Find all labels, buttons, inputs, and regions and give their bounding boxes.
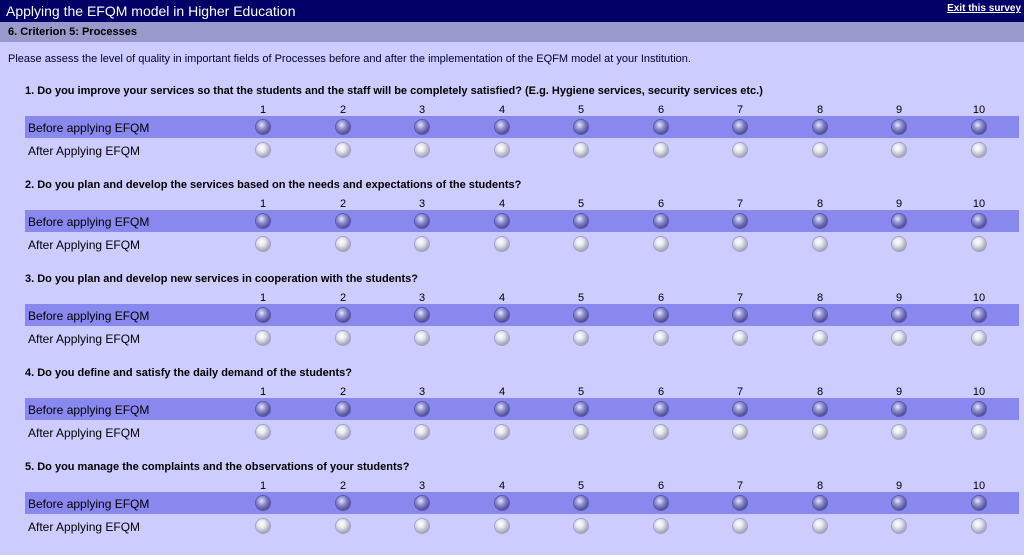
rating-radio[interactable] — [336, 496, 350, 510]
scale-label: 2 — [339, 104, 347, 116]
rating-radio[interactable] — [972, 120, 986, 134]
rating-radio[interactable] — [415, 237, 429, 251]
scale-label: 9 — [895, 480, 903, 492]
scale-label: 8 — [816, 198, 824, 210]
rating-row-after — [25, 421, 1019, 443]
rating-radio[interactable] — [654, 331, 668, 345]
rating-radio[interactable] — [256, 496, 270, 510]
rating-radio[interactable] — [256, 331, 270, 345]
rating-radio[interactable] — [733, 331, 747, 345]
rating-radio[interactable] — [256, 425, 270, 439]
rating-radio[interactable] — [813, 214, 827, 228]
scale-label: 1 — [259, 386, 267, 398]
rating-radio[interactable] — [415, 120, 429, 134]
rating-radio[interactable] — [415, 331, 429, 345]
rating-radio[interactable] — [733, 496, 747, 510]
scale-label: 7 — [736, 198, 744, 210]
scale-label: 4 — [498, 480, 506, 492]
rating-radio[interactable] — [574, 143, 588, 157]
scale-label: 7 — [736, 104, 744, 116]
rating-row-before — [25, 304, 1019, 326]
rating-radio[interactable] — [892, 331, 906, 345]
scale-label: 2 — [339, 386, 347, 398]
rating-radio[interactable] — [256, 308, 270, 322]
question-text: 3. Do you plan and develop new services in cooperation with the students? — [25, 273, 419, 285]
rating-radio[interactable] — [574, 120, 588, 134]
scale-label: 5 — [577, 104, 585, 116]
rating-radio[interactable] — [813, 308, 827, 322]
rating-row-before — [25, 210, 1019, 232]
rating-radio[interactable] — [972, 425, 986, 439]
rating-radio[interactable] — [415, 143, 429, 157]
question-text: 4. Do you define and satisfy the daily demand of the students? — [25, 367, 352, 379]
scale-label: 8 — [816, 480, 824, 492]
rating-radio[interactable] — [972, 331, 986, 345]
scale-label: 6 — [657, 386, 665, 398]
scale-label: 1 — [259, 198, 267, 210]
row-label: After Applying EFQM — [28, 332, 141, 346]
rating-radio[interactable] — [654, 519, 668, 533]
rating-radio[interactable] — [336, 331, 350, 345]
rating-radio[interactable] — [256, 402, 270, 416]
rating-radio[interactable] — [256, 143, 270, 157]
rating-radio[interactable] — [733, 237, 747, 251]
rating-radio[interactable] — [415, 519, 429, 533]
rating-radio[interactable] — [972, 214, 986, 228]
scale-label: 6 — [657, 480, 665, 492]
row-label: After Applying EFQM — [28, 520, 141, 534]
scale-label: 10 — [972, 104, 986, 116]
rating-radio[interactable] — [654, 143, 668, 157]
rating-row-before — [25, 492, 1019, 514]
rating-row-after — [25, 515, 1019, 537]
rating-radio[interactable] — [892, 214, 906, 228]
rating-radio[interactable] — [495, 143, 509, 157]
scale-label: 9 — [895, 104, 903, 116]
scale-label: 6 — [657, 292, 665, 304]
rating-radio[interactable] — [654, 496, 668, 510]
scale-label: 2 — [339, 292, 347, 304]
rating-radio[interactable] — [256, 519, 270, 533]
rating-radio[interactable] — [336, 519, 350, 533]
scale-label: 2 — [339, 480, 347, 492]
scale-label: 8 — [816, 104, 824, 116]
rating-radio[interactable] — [574, 425, 588, 439]
question-text: 2. Do you plan and develop the services based on the needs and expectations of the students? — [25, 179, 522, 191]
rating-radio[interactable] — [654, 425, 668, 439]
rating-radio[interactable] — [336, 143, 350, 157]
rating-radio[interactable] — [495, 519, 509, 533]
scale-label: 4 — [498, 386, 506, 398]
rating-radio[interactable] — [574, 214, 588, 228]
rating-radio[interactable] — [813, 237, 827, 251]
rating-radio[interactable] — [495, 402, 509, 416]
rating-row-after — [25, 139, 1019, 161]
rating-radio[interactable] — [654, 214, 668, 228]
scale-label: 2 — [339, 198, 347, 210]
row-label: Before applying EFQM — [28, 403, 150, 417]
rating-radio[interactable] — [892, 519, 906, 533]
scale-label: 10 — [972, 386, 986, 398]
rating-radio[interactable] — [574, 402, 588, 416]
scale-label: 3 — [418, 198, 426, 210]
rating-radio[interactable] — [813, 519, 827, 533]
scale-label: 1 — [259, 104, 267, 116]
rating-radio[interactable] — [574, 496, 588, 510]
rating-radio[interactable] — [495, 425, 509, 439]
rating-radio[interactable] — [415, 214, 429, 228]
rating-radio[interactable] — [256, 214, 270, 228]
rating-radio[interactable] — [256, 120, 270, 134]
scale-label: 1 — [259, 292, 267, 304]
exit-survey-link[interactable]: Exit this survey — [947, 3, 1021, 14]
question-block — [0, 367, 1024, 461]
row-label: After Applying EFQM — [28, 144, 141, 158]
rating-radio[interactable] — [495, 214, 509, 228]
rating-row-after — [25, 327, 1019, 349]
scale-label: 5 — [577, 480, 585, 492]
section-title: 6. Criterion 5: Processes — [8, 26, 138, 38]
rating-radio[interactable] — [336, 425, 350, 439]
rating-radio[interactable] — [733, 214, 747, 228]
question-block — [0, 461, 1024, 555]
scale-label: 9 — [895, 292, 903, 304]
rating-radio[interactable] — [892, 496, 906, 510]
scale-label: 10 — [972, 480, 986, 492]
scale-label: 5 — [577, 198, 585, 210]
row-label: After Applying EFQM — [28, 238, 141, 252]
question-text: 5. Do you manage the complaints and the observations of your students? — [25, 461, 410, 473]
rating-radio[interactable] — [733, 425, 747, 439]
scale-label: 4 — [498, 198, 506, 210]
scale-label: 3 — [418, 386, 426, 398]
rating-radio[interactable] — [574, 308, 588, 322]
rating-radio[interactable] — [733, 143, 747, 157]
survey-title-bar — [0, 0, 1024, 22]
scale-label: 10 — [972, 198, 986, 210]
scale-label: 6 — [657, 104, 665, 116]
rating-radio[interactable] — [813, 143, 827, 157]
rating-radio[interactable] — [972, 308, 986, 322]
scale-label: 5 — [577, 386, 585, 398]
rating-radio[interactable] — [892, 237, 906, 251]
rating-radio[interactable] — [495, 496, 509, 510]
rating-row-before — [25, 116, 1019, 138]
rating-radio[interactable] — [574, 237, 588, 251]
rating-radio[interactable] — [336, 308, 350, 322]
rating-radio[interactable] — [415, 425, 429, 439]
row-label: Before applying EFQM — [28, 121, 150, 135]
rating-radio[interactable] — [972, 402, 986, 416]
rating-radio[interactable] — [495, 308, 509, 322]
scale-label: 7 — [736, 480, 744, 492]
rating-radio[interactable] — [495, 331, 509, 345]
rating-radio[interactable] — [972, 496, 986, 510]
rating-radio[interactable] — [813, 425, 827, 439]
scale-label: 1 — [259, 480, 267, 492]
rating-radio[interactable] — [972, 519, 986, 533]
section-header — [0, 22, 1024, 42]
scale-label: 6 — [657, 198, 665, 210]
rating-radio[interactable] — [972, 237, 986, 251]
rating-radio[interactable] — [256, 237, 270, 251]
rating-radio[interactable] — [972, 143, 986, 157]
rating-radio[interactable] — [336, 120, 350, 134]
rating-radio[interactable] — [892, 402, 906, 416]
scale-label: 3 — [418, 104, 426, 116]
rating-radio[interactable] — [733, 519, 747, 533]
scale-label: 3 — [418, 292, 426, 304]
question-block — [0, 85, 1024, 179]
question-block — [0, 179, 1024, 273]
survey-title: Applying the EFQM model in Higher Education — [6, 3, 296, 19]
rating-radio[interactable] — [813, 120, 827, 134]
scale-label: 7 — [736, 292, 744, 304]
rating-radio[interactable] — [813, 496, 827, 510]
rating-radio[interactable] — [495, 237, 509, 251]
scale-label: 3 — [418, 480, 426, 492]
scale-label: 9 — [895, 198, 903, 210]
scale-label: 4 — [498, 104, 506, 116]
rating-radio[interactable] — [892, 143, 906, 157]
rating-radio[interactable] — [336, 214, 350, 228]
scale-label: 8 — [816, 386, 824, 398]
rating-radio[interactable] — [495, 120, 509, 134]
scale-label: 5 — [577, 292, 585, 304]
rating-radio[interactable] — [654, 237, 668, 251]
rating-radio[interactable] — [574, 331, 588, 345]
rating-radio[interactable] — [733, 402, 747, 416]
rating-radio[interactable] — [654, 120, 668, 134]
scale-label: 8 — [816, 292, 824, 304]
rating-radio[interactable] — [892, 425, 906, 439]
intro-text: Please assess the level of quality in important fields of Processes before and after the implementation of the EQFM model at your Institution. — [8, 53, 691, 65]
row-label: Before applying EFQM — [28, 215, 150, 229]
rating-radio[interactable] — [415, 402, 429, 416]
scale-label: 9 — [895, 386, 903, 398]
rating-radio[interactable] — [813, 331, 827, 345]
question-block — [0, 273, 1024, 367]
rating-row-before — [25, 398, 1019, 420]
row-label: After Applying EFQM — [28, 426, 141, 440]
question-text: 1. Do you improve your services so that the students and the staff will be completely satisfied? (E.g. Hygiene services, security services etc.) — [25, 85, 763, 97]
rating-radio[interactable] — [733, 308, 747, 322]
rating-radio[interactable] — [415, 496, 429, 510]
rating-radio[interactable] — [654, 402, 668, 416]
rating-radio[interactable] — [336, 402, 350, 416]
rating-radio[interactable] — [574, 519, 588, 533]
rating-radio[interactable] — [892, 120, 906, 134]
row-label: Before applying EFQM — [28, 309, 150, 323]
scale-label: 10 — [972, 292, 986, 304]
scale-label: 4 — [498, 292, 506, 304]
rating-row-after — [25, 233, 1019, 255]
rating-radio[interactable] — [654, 308, 668, 322]
rating-radio[interactable] — [892, 308, 906, 322]
rating-radio[interactable] — [733, 120, 747, 134]
rating-radio[interactable] — [336, 237, 350, 251]
rating-radio[interactable] — [813, 402, 827, 416]
scale-label: 7 — [736, 386, 744, 398]
rating-radio[interactable] — [415, 308, 429, 322]
row-label: Before applying EFQM — [28, 497, 150, 511]
